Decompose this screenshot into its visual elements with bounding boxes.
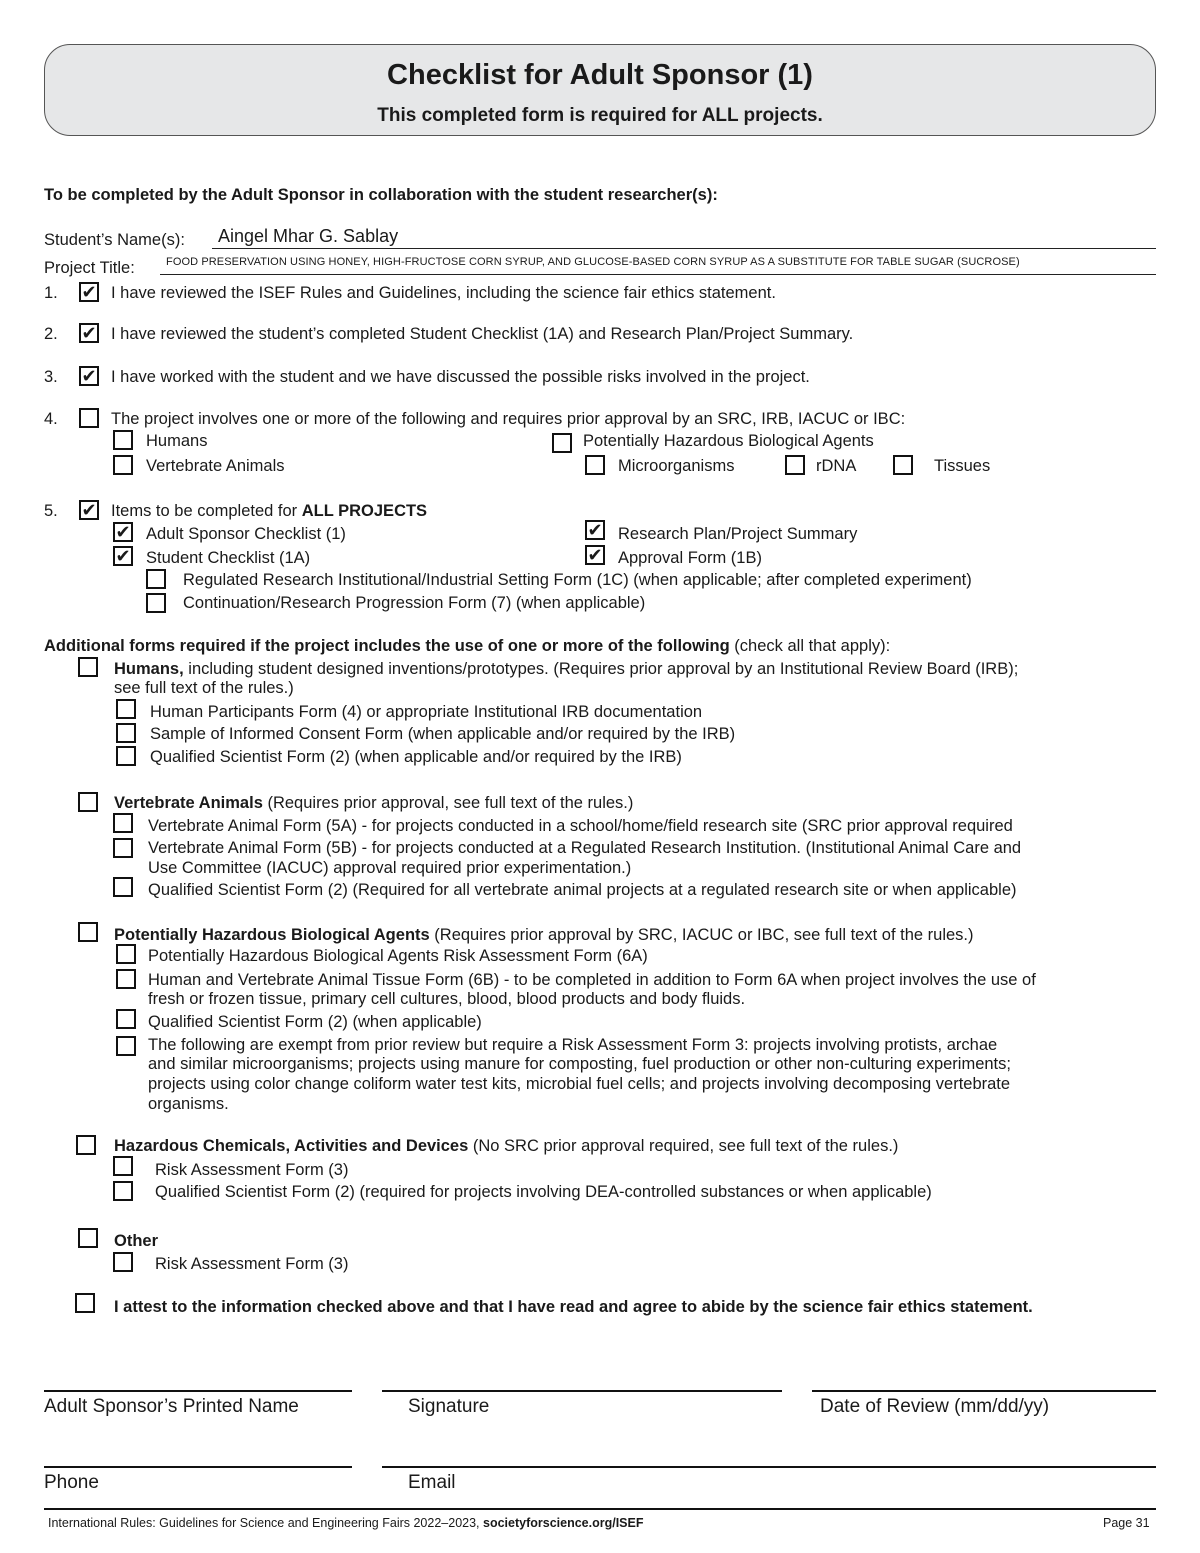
attest-checkbox[interactable] <box>75 1293 95 1313</box>
phba-exempt-label-4: organisms. <box>148 1095 229 1113</box>
vertebrate-additional-checkbox[interactable] <box>78 792 98 812</box>
email-line[interactable] <box>382 1466 1156 1468</box>
student-name-label: Student’s Name(s): <box>44 231 185 249</box>
signature-line[interactable] <box>382 1390 782 1392</box>
additional-heading: Additional forms required if the project includes the use of one or more of the following (check all that apply): <box>44 637 891 655</box>
informed-consent-label: Sample of Informed Consent Form (when applicable and/or required by the IRB) <box>150 725 736 743</box>
human-participants-checkbox[interactable] <box>116 699 136 719</box>
page-number: Page 31 <box>1103 1516 1150 1530</box>
microorganisms-checkbox[interactable] <box>585 455 605 475</box>
phone-label: Phone <box>44 1472 99 1493</box>
humans-additional-checkbox[interactable] <box>78 657 98 677</box>
microorganisms-label: Microorganisms <box>618 457 735 475</box>
vertebrate-5b-label-2: Use Committee (IACUC) approval required prior experimentation.) <box>148 859 632 877</box>
item-1-checkbox[interactable]: ✔ <box>79 282 99 302</box>
email-label: Email <box>408 1472 456 1493</box>
form-title: Checklist for Adult Sponsor (1) <box>387 59 813 91</box>
humans-qualified-scientist-label: Qualified Scientist Form (2) (when applicable and/or required by the IRB) <box>150 748 682 766</box>
adult-sponsor-checklist-label: Adult Sponsor Checklist (1) <box>146 525 346 543</box>
signature-label: Signature <box>408 1396 490 1417</box>
phba-additional-checkbox[interactable] <box>78 922 98 942</box>
humans-label: Humans <box>146 432 208 450</box>
hazardous-additional-checkbox[interactable] <box>76 1135 96 1155</box>
vertebrate-qualified-scientist-label: Qualified Scientist Form (2) (Required for all vertebrate animal projects at a regulated research site or when applicable) <box>148 881 1017 899</box>
student-name-underline <box>212 248 1156 249</box>
humans-additional-text: Humans, including student designed inventions/prototypes. (Requires prior approval by an Institutional Review Board (IRB); <box>114 660 1019 678</box>
other-additional-checkbox[interactable] <box>78 1228 98 1248</box>
research-plan-label: Research Plan/Project Summary <box>618 525 858 543</box>
rdna-checkbox[interactable] <box>785 455 805 475</box>
other-additional-text: Other <box>114 1232 159 1250</box>
attest-text: I attest to the information checked above and that I have read and agree to abide by the science fair ethics statement. <box>114 1298 1033 1316</box>
phba-qualified-scientist-label: Qualified Scientist Form (2) (when applicable) <box>148 1013 482 1031</box>
vertebrate-5b-checkbox[interactable] <box>113 838 133 858</box>
research-plan-checkbox[interactable]: ✔ <box>585 520 605 540</box>
approval-form-label: Approval Form (1B) <box>618 549 762 567</box>
vertebrate-label: Vertebrate Animals <box>146 457 285 475</box>
approval-form-checkbox[interactable]: ✔ <box>585 545 605 565</box>
item-1-number: 1. <box>44 284 58 302</box>
tissues-label: Tissues <box>934 457 991 475</box>
other-risk-assessment-checkbox[interactable] <box>113 1252 133 1272</box>
vertebrate-additional-text: Vertebrate Animals (Requires prior approval, see full text of the rules.) <box>114 794 634 812</box>
human-participants-label: Human Participants Form (4) or appropriate Institutional IRB documentation <box>150 703 703 721</box>
continuation-form-label: Continuation/Research Progression Form (7) (when applicable) <box>183 594 646 612</box>
humans-qualified-scientist-checkbox[interactable] <box>116 746 136 766</box>
other-risk-assessment-label: Risk Assessment Form (3) <box>155 1255 349 1273</box>
vertebrate-5a-checkbox[interactable] <box>113 813 133 833</box>
phba-6b-label-2: fresh or frozen tissue, primary cell cultures, blood, blood products and body fluids. <box>148 990 746 1008</box>
hazardous-qualified-scientist-checkbox[interactable] <box>113 1181 133 1201</box>
project-title-label: Project Title: <box>44 259 135 277</box>
hazardous-risk-assessment-checkbox[interactable] <box>113 1156 133 1176</box>
phba-exempt-checkbox[interactable] <box>116 1036 136 1056</box>
item-2-text: I have reviewed the student’s completed Student Checklist (1A) and Research Plan/Project Summary. <box>111 325 854 343</box>
adult-sponsor-checklist-checkbox[interactable]: ✔ <box>113 522 133 542</box>
hazardous-qualified-scientist-label: Qualified Scientist Form (2) (required for projects involving DEA-controlled substances or when applicable) <box>155 1183 932 1201</box>
student-checklist-checkbox[interactable]: ✔ <box>113 546 133 566</box>
humans-additional-text-2: see full text of the rules.) <box>114 679 294 697</box>
phba-6b-checkbox[interactable] <box>116 969 136 989</box>
printed-name-label: Adult Sponsor’s Printed Name <box>44 1396 299 1417</box>
intro-text: To be completed by the Adult Sponsor in collaboration with the student researcher(s): <box>44 186 718 204</box>
item-3-number: 3. <box>44 368 58 386</box>
date-line[interactable] <box>812 1390 1156 1392</box>
item-4-checkbox[interactable] <box>79 408 99 428</box>
printed-name-line[interactable] <box>44 1390 352 1392</box>
humans-checkbox[interactable] <box>113 430 133 450</box>
item-5-text: Items to be completed for ALL PROJECTS <box>111 502 428 520</box>
continuation-form-checkbox[interactable] <box>146 593 166 613</box>
hazardous-additional-text: Hazardous Chemicals, Activities and Devices (No SRC prior approval required, see full text of the rules.) <box>114 1137 899 1155</box>
vertebrate-qualified-scientist-checkbox[interactable] <box>113 877 133 897</box>
phba-additional-text: Potentially Hazardous Biological Agents (Requires prior approval by SRC, IACUC or IBC, see full text of the rules.) <box>114 926 974 944</box>
phba-6b-label: Human and Vertebrate Animal Tissue Form (6B) - to be completed in addition to Form 6A when project involves the use of <box>148 971 1036 989</box>
informed-consent-checkbox[interactable] <box>116 723 136 743</box>
regulated-form-label: Regulated Research Institutional/Industrial Setting Form (1C) (when applicable; after completed experiment) <box>183 571 972 589</box>
phba-6a-label: Potentially Hazardous Biological Agents Risk Assessment Form (6A) <box>148 947 648 965</box>
phba-label: Potentially Hazardous Biological Agents <box>583 432 874 450</box>
vertebrate-5b-label: Vertebrate Animal Form (5B) - for projects conducted at a Regulated Research Institution. (Institutional Animal Care and <box>148 839 1022 857</box>
rdna-label: rDNA <box>816 457 857 475</box>
phba-exempt-label-2: and similar microorganisms; projects using manure for composting, fuel production or other non-culturing experiments; <box>148 1055 1011 1073</box>
phba-exempt-label: The following are exempt from prior review but require a Risk Assessment Form 3: projects involving protists, archae <box>148 1036 998 1054</box>
project-title-field[interactable]: FOOD PRESERVATION USING HONEY, HIGH-FRUCTOSE CORN SYRUP, AND GLUCOSE-BASED CORN SYRUP AS A SUBSTITUTE FOR TABLE SUGAR (SUCROSE) <box>166 256 1020 268</box>
footer-citation: International Rules: Guidelines for Science and Engineering Fairs 2022–2023, societyforscience.org/ISEF <box>48 1516 644 1530</box>
footer-link[interactable]: societyforscience.org/ISEF <box>483 1516 644 1530</box>
date-label: Date of Review (mm/dd/yy) <box>820 1396 1050 1417</box>
item-2-checkbox[interactable]: ✔ <box>79 323 99 343</box>
item-5-checkbox[interactable]: ✔ <box>79 500 99 520</box>
vertebrate-checkbox[interactable] <box>113 455 133 475</box>
item-2-number: 2. <box>44 325 58 343</box>
project-title-underline <box>160 274 1156 275</box>
tissues-checkbox[interactable] <box>893 455 913 475</box>
item-3-text: I have worked with the student and we have discussed the possible risks involved in the project. <box>111 368 810 386</box>
item-4-number: 4. <box>44 410 58 428</box>
phba-exempt-label-3: projects using color change coliform water test kits, microbial fuel cells; and projects involving decomposing vertebrate <box>148 1075 1011 1093</box>
form-subtitle: This completed form is required for ALL projects. <box>377 105 823 126</box>
footer-rule <box>44 1508 1156 1510</box>
hazardous-risk-assessment-label: Risk Assessment Form (3) <box>155 1161 349 1179</box>
vertebrate-5a-label: Vertebrate Animal Form (5A) - for projects conducted in a school/home/field research site (SRC prior approval required <box>148 817 1013 835</box>
regulated-form-checkbox[interactable] <box>146 569 166 589</box>
student-checklist-label: Student Checklist (1A) <box>146 549 311 567</box>
phone-line[interactable] <box>44 1466 352 1468</box>
item-4-text: The project involves one or more of the following and requires prior approval by an SRC, IRB, IACUC or IBC: <box>111 410 906 428</box>
phba-qualified-scientist-checkbox[interactable] <box>116 1009 136 1029</box>
item-5-number: 5. <box>44 502 58 520</box>
header-box <box>44 44 1156 136</box>
phba-6a-checkbox[interactable] <box>116 944 136 964</box>
item-3-checkbox[interactable]: ✔ <box>79 366 99 386</box>
item-1-text: I have reviewed the ISEF Rules and Guidelines, including the science fair ethics statement. <box>111 284 776 302</box>
student-name-field[interactable]: Aingel Mhar G. Sablay <box>218 226 399 246</box>
phba-checkbox[interactable] <box>552 433 572 453</box>
